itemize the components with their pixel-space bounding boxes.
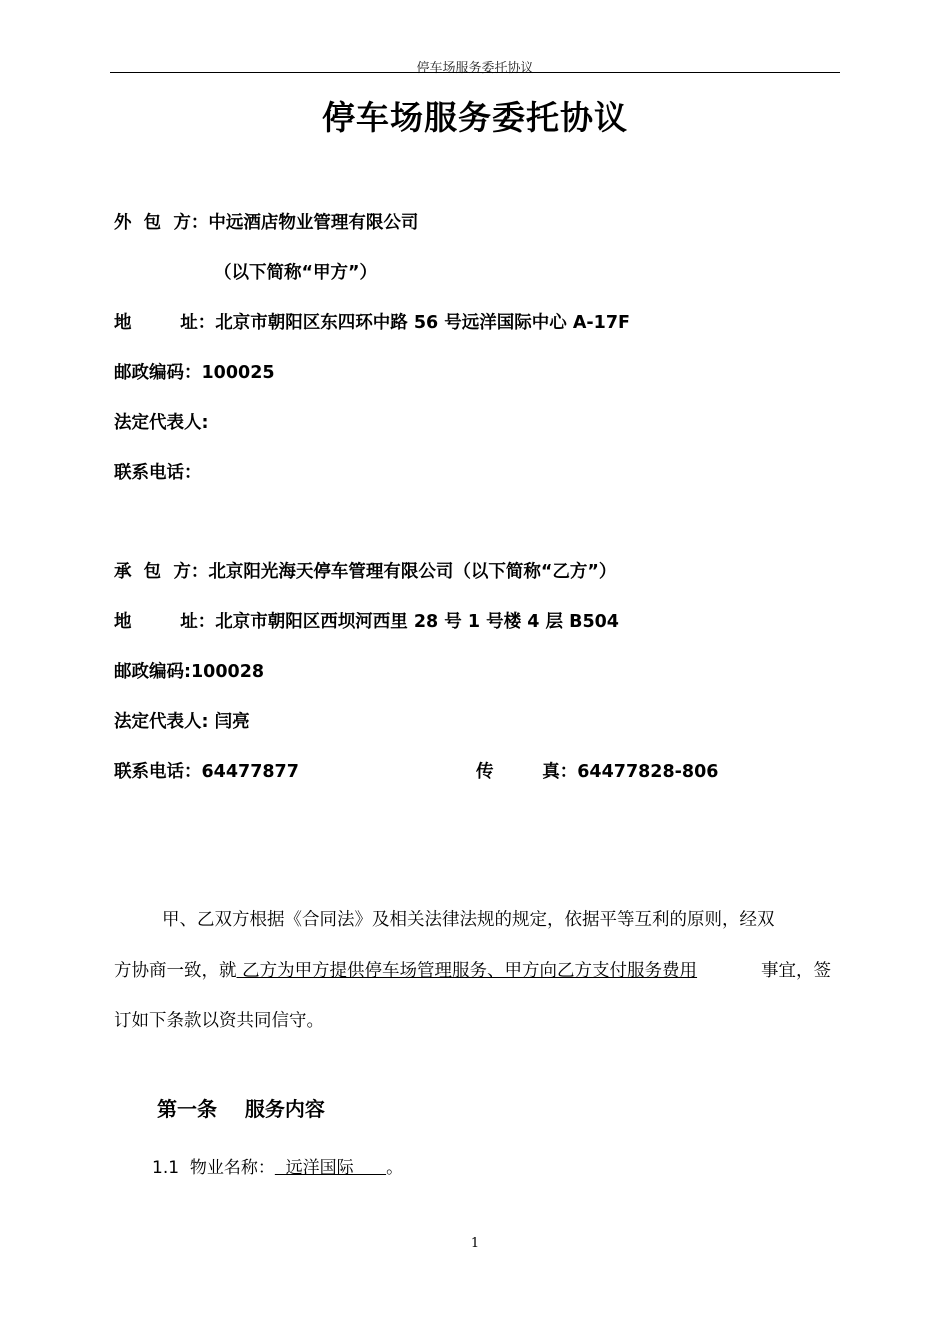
party-b-legal-rep-line <box>114 708 250 733</box>
preamble-line-2 <box>114 957 831 982</box>
property-name-label: 1.1 物业名称： <box>152 1158 275 1178</box>
preamble-line-3: 订如下条款以资共同信守。 <box>114 1011 324 1031</box>
party-a-address-line <box>114 309 630 334</box>
preamble-line-1: 甲、乙双方根据《合同法》及相关法律法规的规定，依据平等互利的原则，经双 <box>162 910 775 930</box>
party-b-fax: 64477828-806 <box>577 762 719 782</box>
party-b-fax-label: 传 真： <box>476 762 578 782</box>
header-rule <box>110 72 840 73</box>
party-a-address-label: 地 址： <box>114 313 216 333</box>
party-a-name: 中远酒店物业管理有限公司 <box>208 213 419 233</box>
property-name-end: 。 <box>386 1158 404 1178</box>
party-a-role-label: 外 包 方： <box>114 213 209 233</box>
party-b-name-line <box>114 558 616 583</box>
party-b-name: 北京阳光海天停车管理有限公司（以下简称“乙方”） <box>208 562 617 582</box>
document-title: 停车场服务委托协议 <box>322 98 628 137</box>
running-header: 停车场服务委托协议 <box>416 61 534 76</box>
section-1-heading: 第一条 服务内容 <box>157 1097 325 1121</box>
party-a-phone-line <box>114 459 202 484</box>
party-a-legal-rep-label: 法定代表人: <box>114 413 209 433</box>
party-a-legal-rep-line <box>114 409 209 434</box>
party-b-legal-rep-label: 法定代表人: <box>114 712 215 732</box>
party-b-postal: 100028 <box>191 662 265 682</box>
party-a-postal: 100025 <box>201 363 275 383</box>
section-1-item-1 <box>152 1153 403 1178</box>
party-b-postal-label: 邮政编码: <box>114 662 191 682</box>
preamble-line-2-end: 事宜，签 <box>761 961 831 981</box>
party-b-phone-line <box>114 758 299 783</box>
party-b-address-line <box>114 608 619 633</box>
party-b-legal-rep: 闫亮 <box>214 712 250 732</box>
party-a-address: 北京市朝阳区东四环中路 56 号远洋国际中心 A-17F <box>215 313 630 333</box>
property-name-value: 远洋国际 <box>274 1158 387 1178</box>
party-b-address-label: 地 址： <box>114 612 216 632</box>
preamble-service-description: 乙方为甲方提供停车场管理服务、甲方向乙方支付服务费用 <box>236 961 698 981</box>
party-a-phone-label: 联系电话： <box>114 463 202 483</box>
party-b-phone-label: 联系电话： <box>114 762 202 782</box>
party-a-postal-label: 邮政编码： <box>114 363 202 383</box>
page-number: 1 <box>470 1236 480 1251</box>
party-b-phone: 64477877 <box>201 762 299 782</box>
party-b-role-label: 承 包 方： <box>114 562 209 582</box>
party-a-postal-line <box>114 359 275 384</box>
party-b-postal-line <box>114 658 264 683</box>
party-a-name-line <box>114 209 418 234</box>
preamble-line-2-start: 方协商一致，就 <box>114 961 237 981</box>
party-b-address: 北京市朝阳区西坝河西里 28 号 1 号楼 4 层 B504 <box>215 612 619 632</box>
party-b-fax-line <box>476 758 718 783</box>
party-a-alias: （以下简称“甲方”） <box>214 263 378 283</box>
